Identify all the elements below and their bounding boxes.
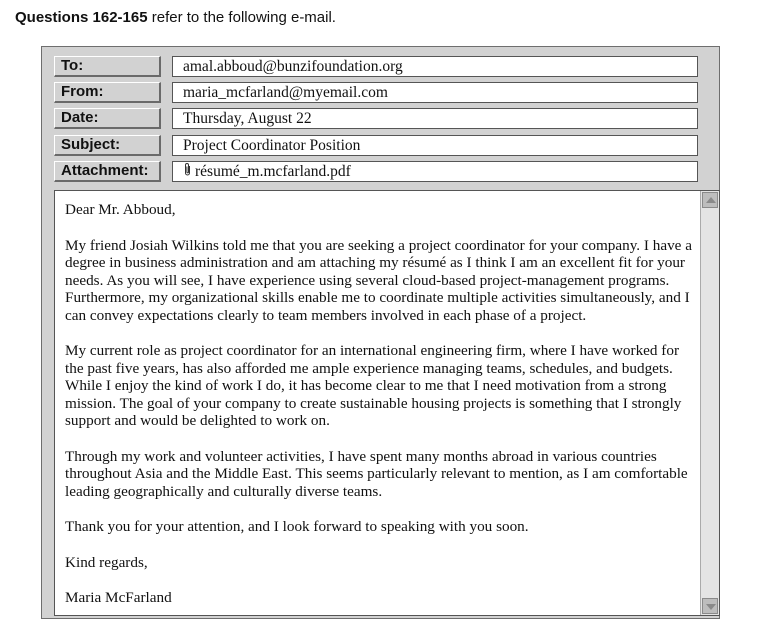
from-field[interactable]: maria_mcfarland@myemail.com: [172, 82, 698, 103]
from-row: [54, 82, 699, 103]
message-body: [65, 201, 695, 607]
message-body-panel: [54, 190, 720, 616]
vertical-scrollbar[interactable]: [700, 191, 719, 615]
email-window: [41, 46, 720, 619]
paragraph-2: My current role as project coordinator for an international engineering firm, where I have worked for the past five years, has also afforded me ample experience managing teams, schedules, and budgets. While I enjoy the kind of work I do, it has become clear to me that I need motivation from a strong mission. The goal of your company to create sustainable housing projects is something that I strongly support and would be delighted to work on.: [65, 342, 682, 429]
attachment-row: [54, 161, 699, 182]
greeting: Dear Mr. Abboud,: [65, 201, 176, 218]
subject-label: Subject:: [54, 135, 161, 156]
scroll-down-button[interactable]: [702, 598, 718, 614]
question-intro: [15, 9, 336, 26]
question-range: Questions 162-165: [15, 9, 148, 26]
paperclip-icon: [183, 162, 192, 182]
scroll-down-arrow-icon: [706, 604, 716, 610]
attachment-filename[interactable]: résumé_m.mcfarland.pdf: [195, 163, 351, 180]
scroll-up-button[interactable]: [702, 192, 718, 208]
paragraph-1: My friend Josiah Wilkins told me that you are seeking a project coordinator for your company. I have a degree in business administration and am attaching my résumé as I think I am an excellent fit for your needs. As you will see, I have experience using several cloud-based project-management programs. Furthermore, my organizational skills enable me to coordinate multiple activities simultaneously, and I can convey expectations clearly to team members involved in each phase of a project.: [65, 236, 692, 324]
paragraph-4: Thank you for your attention, and I look forward to speaking with you soon.: [65, 518, 529, 535]
date-field[interactable]: Thursday, August 22: [172, 108, 698, 129]
closing: Kind regards,: [65, 553, 148, 571]
to-field[interactable]: amal.abboud@bunzifoundation.org: [172, 56, 698, 77]
signature: Maria McFarland: [65, 589, 172, 606]
attachment-field[interactable]: [172, 161, 698, 182]
date-label: Date:: [54, 108, 161, 129]
paragraph-3: Through my work and volunteer activities, I have spent many months abroad in various countries throughout Asia and the Middle East. This seems particularly relevant to mention, as I am comfortable leading geographically and culturally diverse teams.: [65, 447, 688, 500]
subject-row: [54, 135, 699, 156]
to-row: [54, 56, 699, 77]
subject-field[interactable]: Project Coordinator Position: [172, 135, 698, 156]
to-label: To:: [54, 56, 161, 77]
question-intro-text: refer to the following e-mail.: [147, 9, 336, 26]
scroll-up-arrow-icon: [706, 197, 716, 203]
date-row: [54, 108, 699, 129]
from-label: From:: [54, 82, 161, 103]
attachment-label: Attachment:: [54, 161, 161, 182]
